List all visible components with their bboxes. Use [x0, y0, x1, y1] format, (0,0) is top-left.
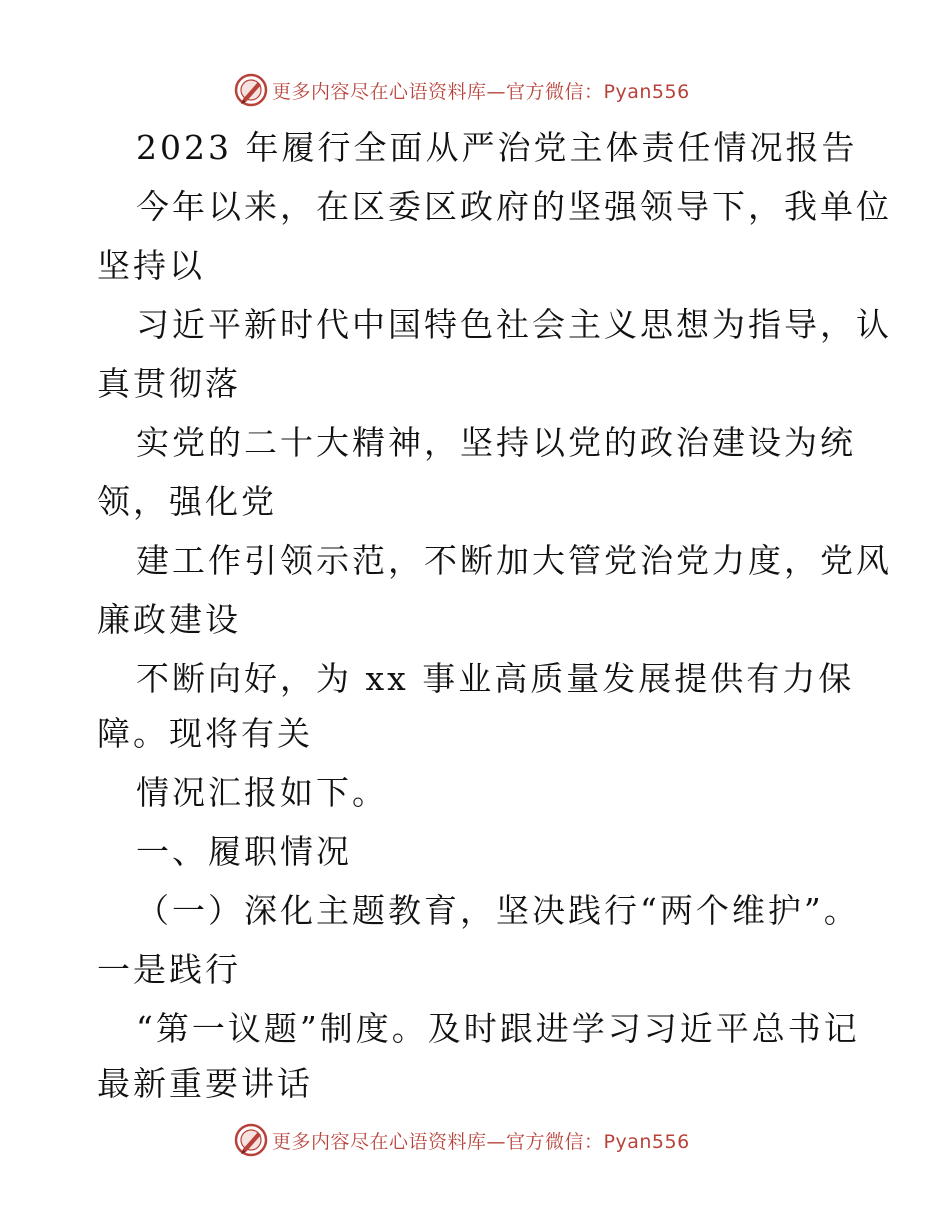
pen-logo-icon	[234, 1123, 268, 1157]
section-heading: 一、履职情况	[136, 832, 352, 871]
paragraph-line: 障。现将有关	[97, 714, 313, 753]
paragraph-line: 今年以来，在区委区政府的坚强领导下，我单位	[136, 187, 892, 226]
paragraph-line: 情况汇报如下。	[136, 773, 388, 812]
document-title: 2023 年履行全面从严治党主体责任情况报告	[136, 128, 858, 167]
pen-logo-icon	[234, 73, 268, 107]
paragraph-line: 廉政建设	[97, 600, 241, 639]
watermark-text: 更多内容尽在心语资料库—官方微信：Pyan556	[272, 1130, 690, 1153]
paragraph-line: 领，强化党	[97, 482, 277, 521]
paragraph-line: 实党的二十大精神，坚持以党的政治建设为统	[136, 423, 856, 462]
paragraph-line: “第一议题”制度。及时跟进学习习近平总书记	[136, 1009, 860, 1048]
paragraph-line: 不断向好，为 xx 事业高质量发展提供有力保	[136, 659, 855, 698]
watermark-text: 更多内容尽在心语资料库—官方微信：Pyan556	[272, 80, 690, 103]
watermark-banner-top	[234, 72, 690, 108]
paragraph-line: 习近平新时代中国特色社会主义思想为指导，认	[136, 305, 892, 344]
paragraph-line: 真贯彻落	[97, 364, 241, 403]
paragraph-line: 坚持以	[97, 246, 205, 285]
watermark-banner-bottom	[234, 1122, 690, 1158]
subsection-heading: （一）深化主题教育，坚决践行“两个维护”。	[136, 891, 860, 930]
paragraph-line: 最新重要讲话	[97, 1064, 313, 1103]
paragraph-line: 一是践行	[97, 950, 241, 989]
paragraph-line: 建工作引领示范，不断加大管党治党力度，党风	[136, 541, 892, 580]
